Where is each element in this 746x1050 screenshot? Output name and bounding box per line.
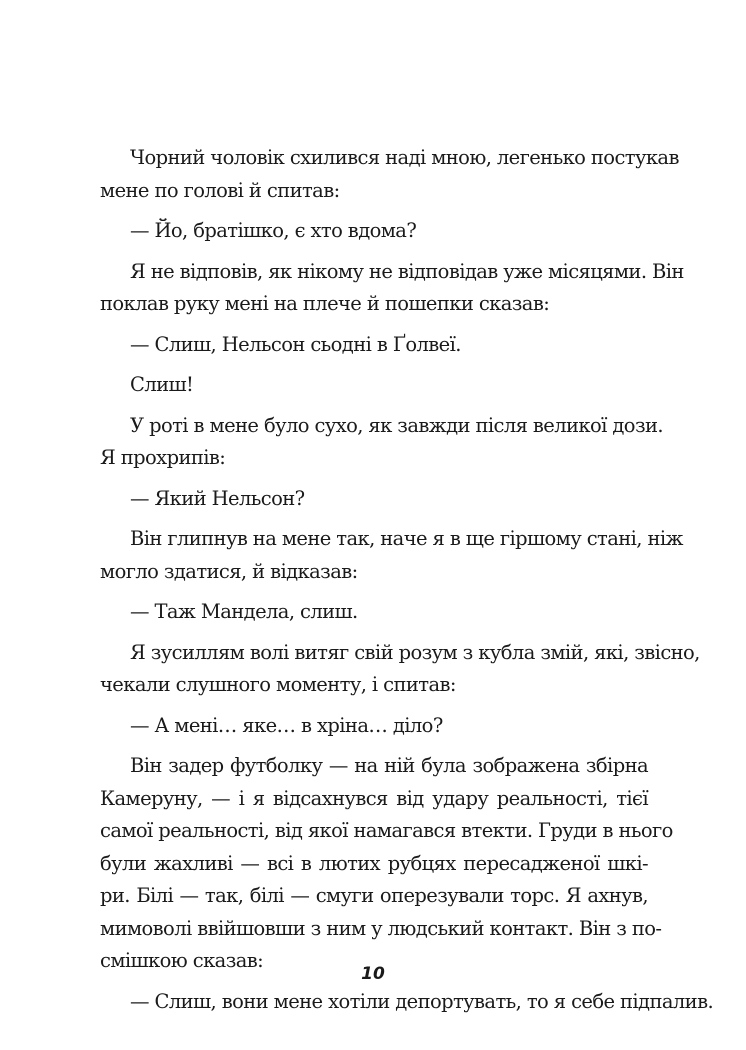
text-line: ри. Білі — так, білі — смуги оперезували торс. Я ахнув, xyxy=(100,884,648,907)
text-line: — Таж Мандела, слиш. xyxy=(130,600,358,623)
text-line: самої реальності, від якої намагався втекти. Груди в нього xyxy=(100,819,673,842)
page-number: 10 xyxy=(361,964,385,984)
text-line: були жахливі — всі в лютих рубцях пересадженої шкі- xyxy=(100,851,648,875)
text-line: смішкою сказав: xyxy=(100,949,264,972)
text-line: чекали слушного моменту, і спитав: xyxy=(100,673,456,696)
text-line: могло здатися, й відказав: xyxy=(100,559,358,583)
text-line: мимоволі ввійшовши з ним у людський контакт. Він з по- xyxy=(100,916,662,940)
text-line: — Слиш, Нельсон сьодні в Ґолвеї. xyxy=(130,332,461,356)
text-line: Він задер футболку — на ній була зображена збірна xyxy=(130,754,648,777)
body-text xyxy=(100,142,714,1018)
text-line: поклав руку мені на плече й пошепки сказав: xyxy=(100,292,550,315)
text-line: Я не відповів, як нікому не відповідав уже місяцями. Він xyxy=(130,259,684,283)
text-line: — Слиш, вони мене хотіли депортувать, то я себе підпалив. xyxy=(130,989,714,1013)
text-line: Я зусиллям волі витяг свій розум з кубла змій, які, звісно, xyxy=(130,640,700,664)
text-line: — А мені… яке… в хріна… діло? xyxy=(130,713,443,737)
text-line: Камеруну, — і я відсахнувся від удару реальності, тієї xyxy=(100,786,648,810)
text-line: У роті в мене було сухо, як завжди після великої дози. xyxy=(130,413,663,437)
text-line: Слиш! xyxy=(130,373,194,396)
text-line: Я прохрипів: xyxy=(100,446,226,469)
text-line: Він глипнув на мене так, наче я в ще гіршому стані, ніж xyxy=(130,527,683,550)
text-line: — Йо, братішко, є хто вдома? xyxy=(130,219,417,242)
text-line: мене по голові й спитав: xyxy=(100,178,340,202)
text-line: — Який Нельсон? xyxy=(130,486,305,510)
text-line: Чорний чоловік схилився наді мною, легенько постукав xyxy=(130,146,679,169)
